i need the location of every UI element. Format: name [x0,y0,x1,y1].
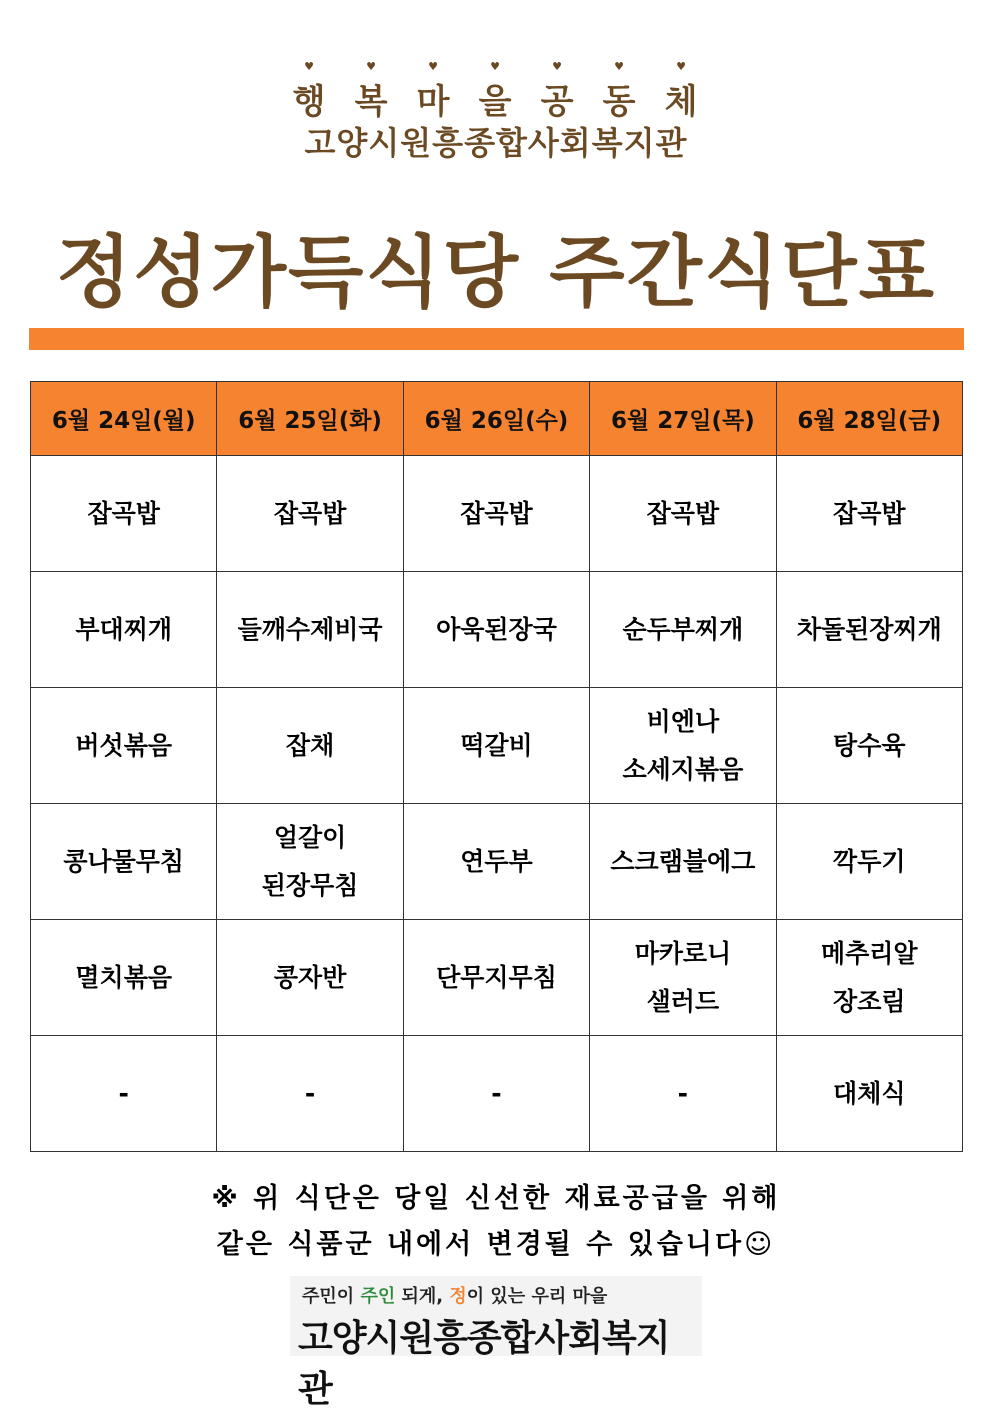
logo-slogan-highlight: 정 [449,1286,467,1307]
menu-cell: 부대찌개 [31,572,217,688]
menu-cell: 차돌된장찌개 [776,572,962,688]
logo-org-name: 고양시원흥종합사회복지관 [298,1318,670,1410]
slogan-char: ♥ 공 [527,74,589,123]
menu-cell: - [31,1036,217,1152]
menu-row [31,804,963,920]
menu-cell: 잡채 [217,688,403,804]
menu-cell: 들깨수제비국 [217,572,403,688]
logo-slogan-highlight: 주인 [360,1286,396,1307]
menu-cell: 대체식 [776,1036,962,1152]
menu-cell: 깍두기 [776,804,962,920]
menu-row [31,920,963,1036]
slogan-char: ♥ 행 [279,74,341,123]
day-header: 6월 24일(월) [31,382,217,456]
day-header: 6월 27일(목) [590,382,776,456]
notice-line: ※ 위 식단은 당일 신선한 재료공급을 위해 [211,1183,781,1214]
notice-line: 같은 식품군 내에서 변경될 수 있습니다☺ [216,1229,776,1260]
menu-cell: 잡곡밥 [776,456,962,572]
menu-cell: 콩나물무침 [31,804,217,920]
slogan-char: ♥ 복 [341,74,403,123]
menu-cell: - [590,1036,776,1152]
slogan [0,74,992,123]
slogan-char: ♥ 마 [403,74,465,123]
menu-row [31,456,963,572]
menu-cell: 멸치볶음 [31,920,217,1036]
slogan-char: ♥ 동 [589,74,651,123]
logo-slogan [302,1282,607,1308]
logo-slogan-text: 이 있는 우리 마을 [466,1286,608,1307]
menu-cell: 메추리알 장조림 [776,920,962,1036]
menu-cell: 얼갈이 된장무침 [217,804,403,920]
menu-cell: 잡곡밥 [590,456,776,572]
org-name: 고양시원흥종합사회복지관 [304,124,688,162]
menu-row [31,572,963,688]
menu-cell: 콩자반 [217,920,403,1036]
slogan-char: ♥ 체 [651,74,713,123]
page-title: 정성가득식당 주간식단표 [56,228,936,318]
menu-cell: 떡갈비 [403,688,589,804]
title-underline-bar [29,328,964,350]
day-header-row [31,382,963,456]
menu-cell: 잡곡밥 [31,456,217,572]
slogan-char: ♥ 을 [465,74,527,123]
menu-cell: 순두부찌개 [590,572,776,688]
menu-cell: 탕수육 [776,688,962,804]
menu-cell: - [217,1036,403,1152]
logo-slogan-text: 되게, [395,1286,450,1307]
menu-row [31,688,963,804]
menu-row [31,1036,963,1152]
menu-cell: 단무지무침 [403,920,589,1036]
menu-cell: 잡곡밥 [403,456,589,572]
day-header: 6월 26일(수) [403,382,589,456]
logo-slogan-text: 주민이 [302,1286,361,1307]
menu-cell: 연두부 [403,804,589,920]
menu-cell: 아욱된장국 [403,572,589,688]
org-logo [290,1276,702,1410]
menu-cell: 비엔나 소세지볶음 [590,688,776,804]
menu-cell: - [403,1036,589,1152]
menu-cell: 마카로니 샐러드 [590,920,776,1036]
menu-cell: 버섯볶음 [31,688,217,804]
weekly-menu-table [30,381,963,1152]
menu-cell: 잡곡밥 [217,456,403,572]
menu-cell: 스크램블에그 [590,804,776,920]
day-header: 6월 28일(금) [776,382,962,456]
day-header: 6월 25일(화) [217,382,403,456]
